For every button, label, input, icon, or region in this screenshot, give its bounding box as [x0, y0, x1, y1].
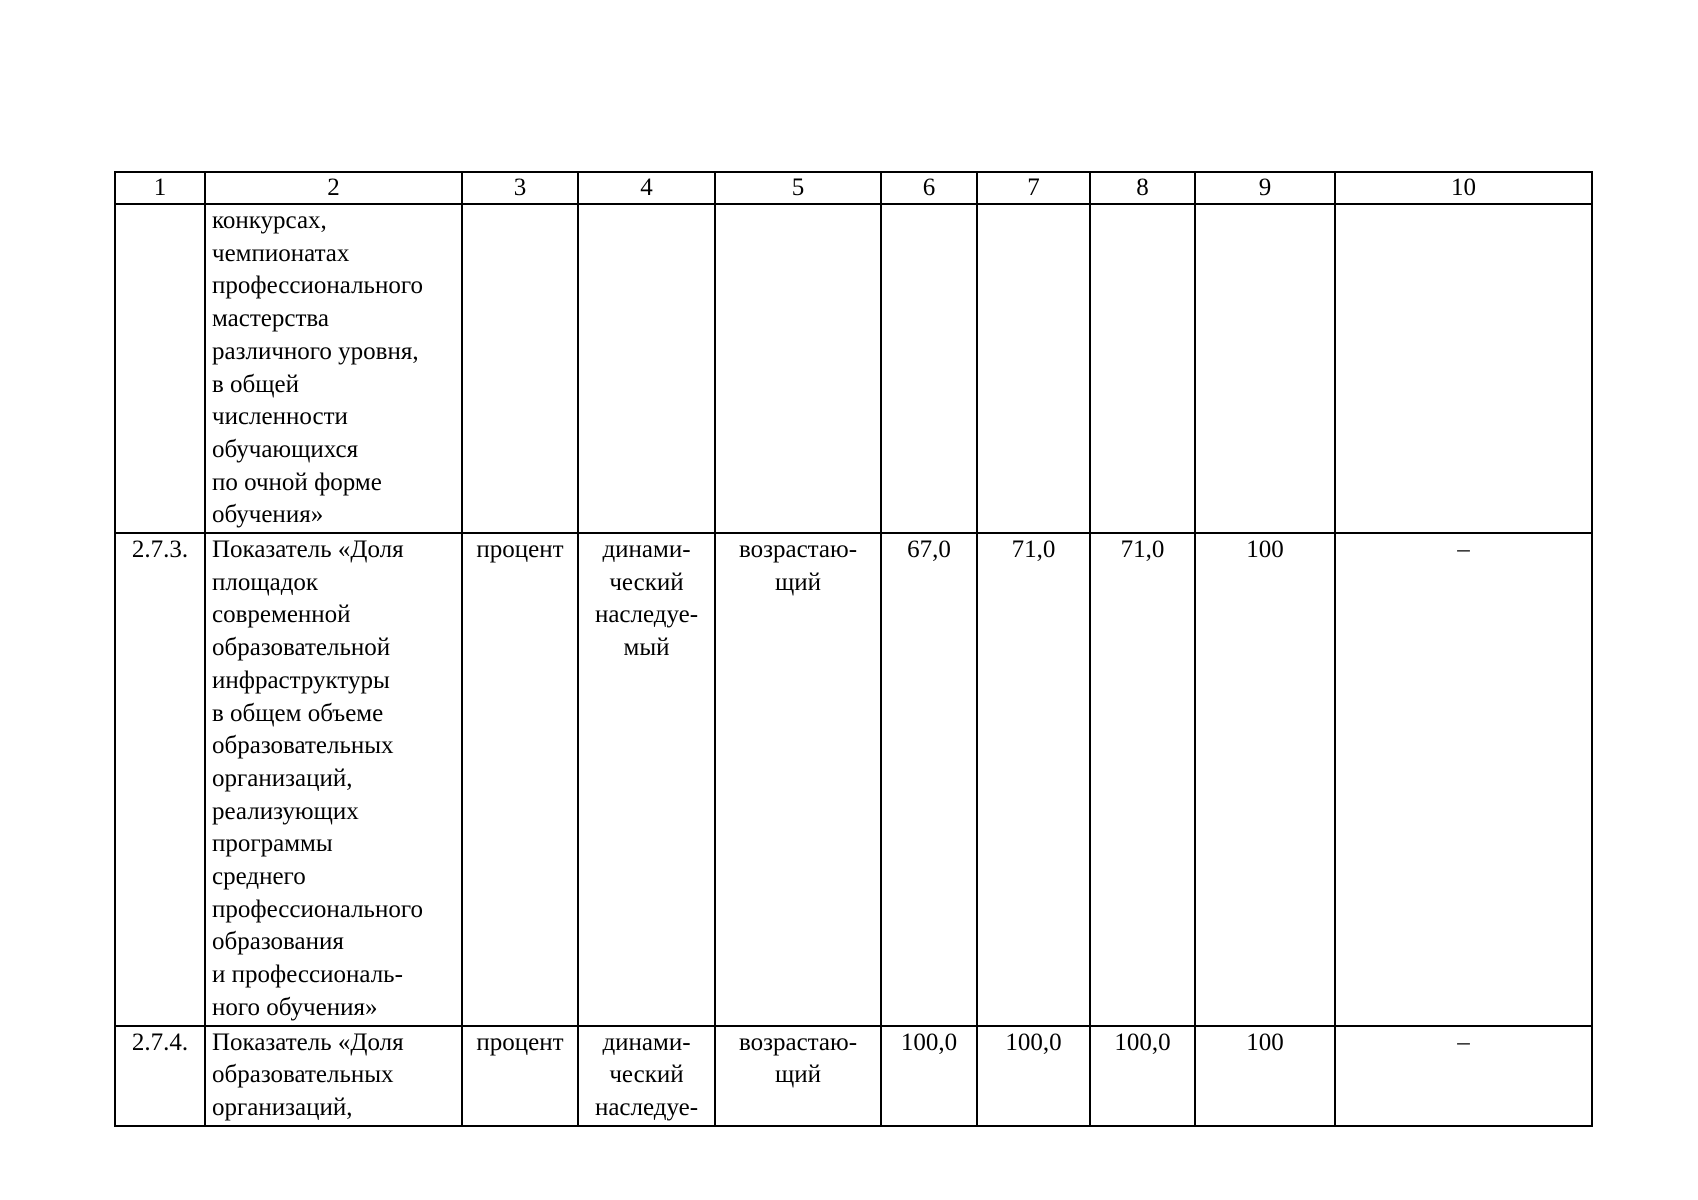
indicator-type-cell: динами- ческий наследуе- мый: [578, 533, 715, 1026]
value-cell-9: [1195, 204, 1335, 533]
header-cell: 4: [578, 172, 715, 204]
value-cell-6: [881, 204, 977, 533]
value-cell-8: [1090, 204, 1195, 533]
indicator-type-cell: динами- ческий наследуе-: [578, 1026, 715, 1126]
value-cell-7: 71,0: [977, 533, 1090, 1026]
direction-cell: возрастаю- щий: [715, 1026, 881, 1126]
direction-cell: возрастаю- щий: [715, 533, 881, 1026]
indicator-name-cell: Показатель «Доля образовательных организаций,: [205, 1026, 462, 1126]
indicators-table: [114, 171, 1593, 1127]
header-cell: 2: [205, 172, 462, 204]
header-cell: 1: [115, 172, 205, 204]
value-cell-7: [977, 204, 1090, 533]
value-cell-8: 100,0: [1090, 1026, 1195, 1126]
indicator-type-cell: [578, 204, 715, 533]
unit-cell: процент: [462, 533, 578, 1026]
row-number-cell: 2.7.3.: [115, 533, 205, 1026]
table-row: [115, 204, 1592, 533]
header-cell: 8: [1090, 172, 1195, 204]
row-number-cell: [115, 204, 205, 533]
value-cell-6: 100,0: [881, 1026, 977, 1126]
header-cell: 10: [1335, 172, 1592, 204]
header-cell: 6: [881, 172, 977, 204]
value-cell-8: 71,0: [1090, 533, 1195, 1026]
unit-cell: [462, 204, 578, 533]
header-cell: 9: [1195, 172, 1335, 204]
direction-cell: [715, 204, 881, 533]
table-header-row: [115, 172, 1592, 204]
value-cell-9: 100: [1195, 1026, 1335, 1126]
header-cell: 5: [715, 172, 881, 204]
header-cell: 3: [462, 172, 578, 204]
indicator-name-cell: Показатель «Доля площадок современной образовательной инфраструктуры в общем объеме образовательных организаций, реализующих программы среднего профессионального образования и профессиональ- ного обучения»: [205, 533, 462, 1026]
row-number-cell: 2.7.4.: [115, 1026, 205, 1126]
table-row: [115, 533, 1592, 1026]
indicator-name-cell: конкурсах, чемпионатах профессионального мастерства различного уровня, в общей численности обучающихся по очной форме обучения»: [205, 204, 462, 533]
value-cell-10: –: [1335, 533, 1592, 1026]
value-cell-10: –: [1335, 1026, 1592, 1126]
header-cell: 7: [977, 172, 1090, 204]
value-cell-7: 100,0: [977, 1026, 1090, 1126]
value-cell-9: 100: [1195, 533, 1335, 1026]
value-cell-10: [1335, 204, 1592, 533]
table-row: [115, 1026, 1592, 1126]
unit-cell: процент: [462, 1026, 578, 1126]
value-cell-6: 67,0: [881, 533, 977, 1026]
